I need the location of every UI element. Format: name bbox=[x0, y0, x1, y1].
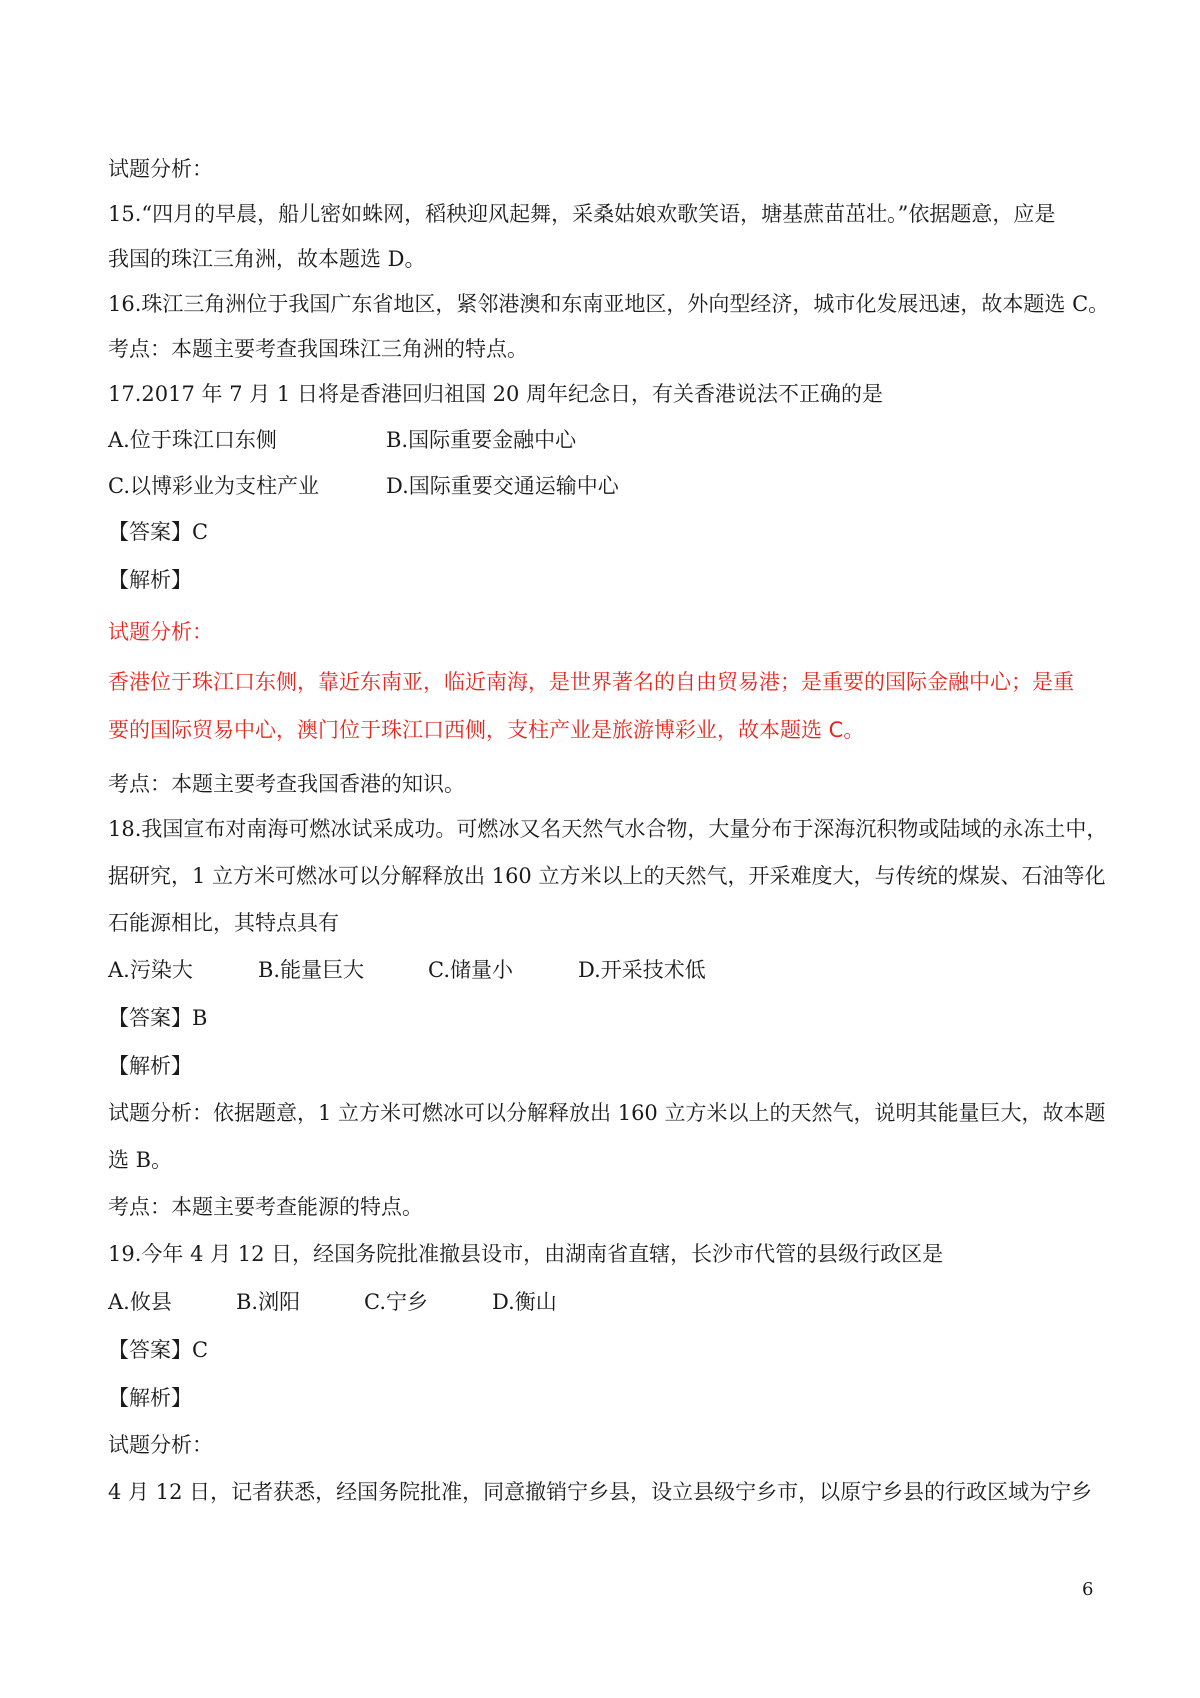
q18-analysis-line-2: 选 B。 bbox=[108, 1148, 173, 1172]
q18-option-c: C.储量小 bbox=[428, 958, 513, 982]
q19-question: 19.今年 4 月 12 日，经国务院批准撤县设市，由湖南省直辖，长沙市代管的县级行政区是 bbox=[108, 1242, 944, 1266]
q19-option-b: B.浏阳 bbox=[236, 1290, 301, 1314]
q19-analysis-heading: 试题分析： bbox=[108, 1433, 213, 1457]
q17-option-b: B.国际重要金融中心 bbox=[386, 428, 577, 452]
q18-explanation-heading: 【解析】 bbox=[108, 1054, 192, 1078]
q18-option-d: D.开采技术低 bbox=[578, 958, 706, 982]
q17-explanation-heading: 【解析】 bbox=[108, 568, 192, 592]
q19-option-a: A.攸县 bbox=[108, 1290, 172, 1314]
q19-option-d: D.衡山 bbox=[492, 1290, 557, 1314]
q16-analysis: 16.珠江三角洲位于我国广东省地区，紧邻港澳和东南亚地区，外向型经济，城市化发展迅速，故本题选 C。 bbox=[108, 292, 1110, 316]
q17-option-c: C.以博彩业为支柱产业 bbox=[108, 474, 319, 498]
q18-option-a: A.污染大 bbox=[108, 958, 193, 982]
q15-analysis-line-2: 我国的珠江三角洲，故本题选 D。 bbox=[108, 247, 426, 271]
q18-answer: 【答案】B bbox=[108, 1006, 208, 1030]
q17-answer: 【答案】C bbox=[108, 520, 209, 544]
q19-explanation-heading: 【解析】 bbox=[108, 1386, 192, 1410]
q16-knowledge-point: 考点：本题主要考查我国珠江三角洲的特点。 bbox=[108, 337, 528, 361]
q18-question-line-3: 石能源相比，其特点具有 bbox=[108, 911, 339, 935]
q17-analysis-heading: 试题分析： bbox=[108, 620, 213, 644]
page-number: 6 bbox=[1082, 1579, 1094, 1600]
q17-option-a: A.位于珠江口东侧 bbox=[108, 428, 277, 452]
analysis-heading-q15: 试题分析： bbox=[108, 157, 213, 181]
q18-question-line-2: 据研究，1 立方米可燃冰可以分解释放出 160 立方米以上的天然气，开采难度大，与传统的煤炭、石油等化 bbox=[108, 864, 1106, 888]
q18-analysis-line-1: 试题分析：依据题意，1 立方米可燃冰可以分解释放出 160 立方米以上的天然气，说明其能量巨大，故本题 bbox=[108, 1101, 1106, 1125]
q15-analysis-line-1: 15.“四月的早晨，船儿密如蛛网，稻秧迎风起舞，采桑姑娘欢歌笑语，塘基蔗苗茁壮。”依据题意，应是 bbox=[108, 202, 1056, 226]
q17-analysis-line-2: 要的国际贸易中心，澳门位于珠江口西侧，支柱产业是旅游博彩业，故本题选 C。 bbox=[108, 718, 865, 742]
q17-analysis-line-1: 香港位于珠江口东侧，靠近东南亚，临近南海，是世界著名的自由贸易港；是重要的国际金融中心；是重 bbox=[108, 670, 1074, 694]
q17-knowledge-point: 考点：本题主要考查我国香港的知识。 bbox=[108, 772, 465, 796]
q19-answer: 【答案】C bbox=[108, 1338, 209, 1362]
q18-knowledge-point: 考点：本题主要考查能源的特点。 bbox=[108, 1195, 423, 1219]
q18-option-b: B.能量巨大 bbox=[258, 958, 365, 982]
q17-option-d: D.国际重要交通运输中心 bbox=[386, 474, 619, 498]
q17-question: 17.2017 年 7 月 1 日将是香港回归祖国 20 周年纪念日，有关香港说法不正确的是 bbox=[108, 382, 884, 406]
q19-analysis-line-1: 4 月 12 日，记者获悉，经国务院批准，同意撤销宁乡县，设立县级宁乡市，以原宁乡县的行政区域为宁乡 bbox=[108, 1480, 1093, 1504]
q18-question-line-1: 18.我国宣布对南海可燃冰试采成功。可燃冰又名天然气水合物，大量分布于深海沉积物或陆域的永冻土中， bbox=[108, 817, 1108, 841]
q19-option-c: C.宁乡 bbox=[364, 1290, 428, 1314]
